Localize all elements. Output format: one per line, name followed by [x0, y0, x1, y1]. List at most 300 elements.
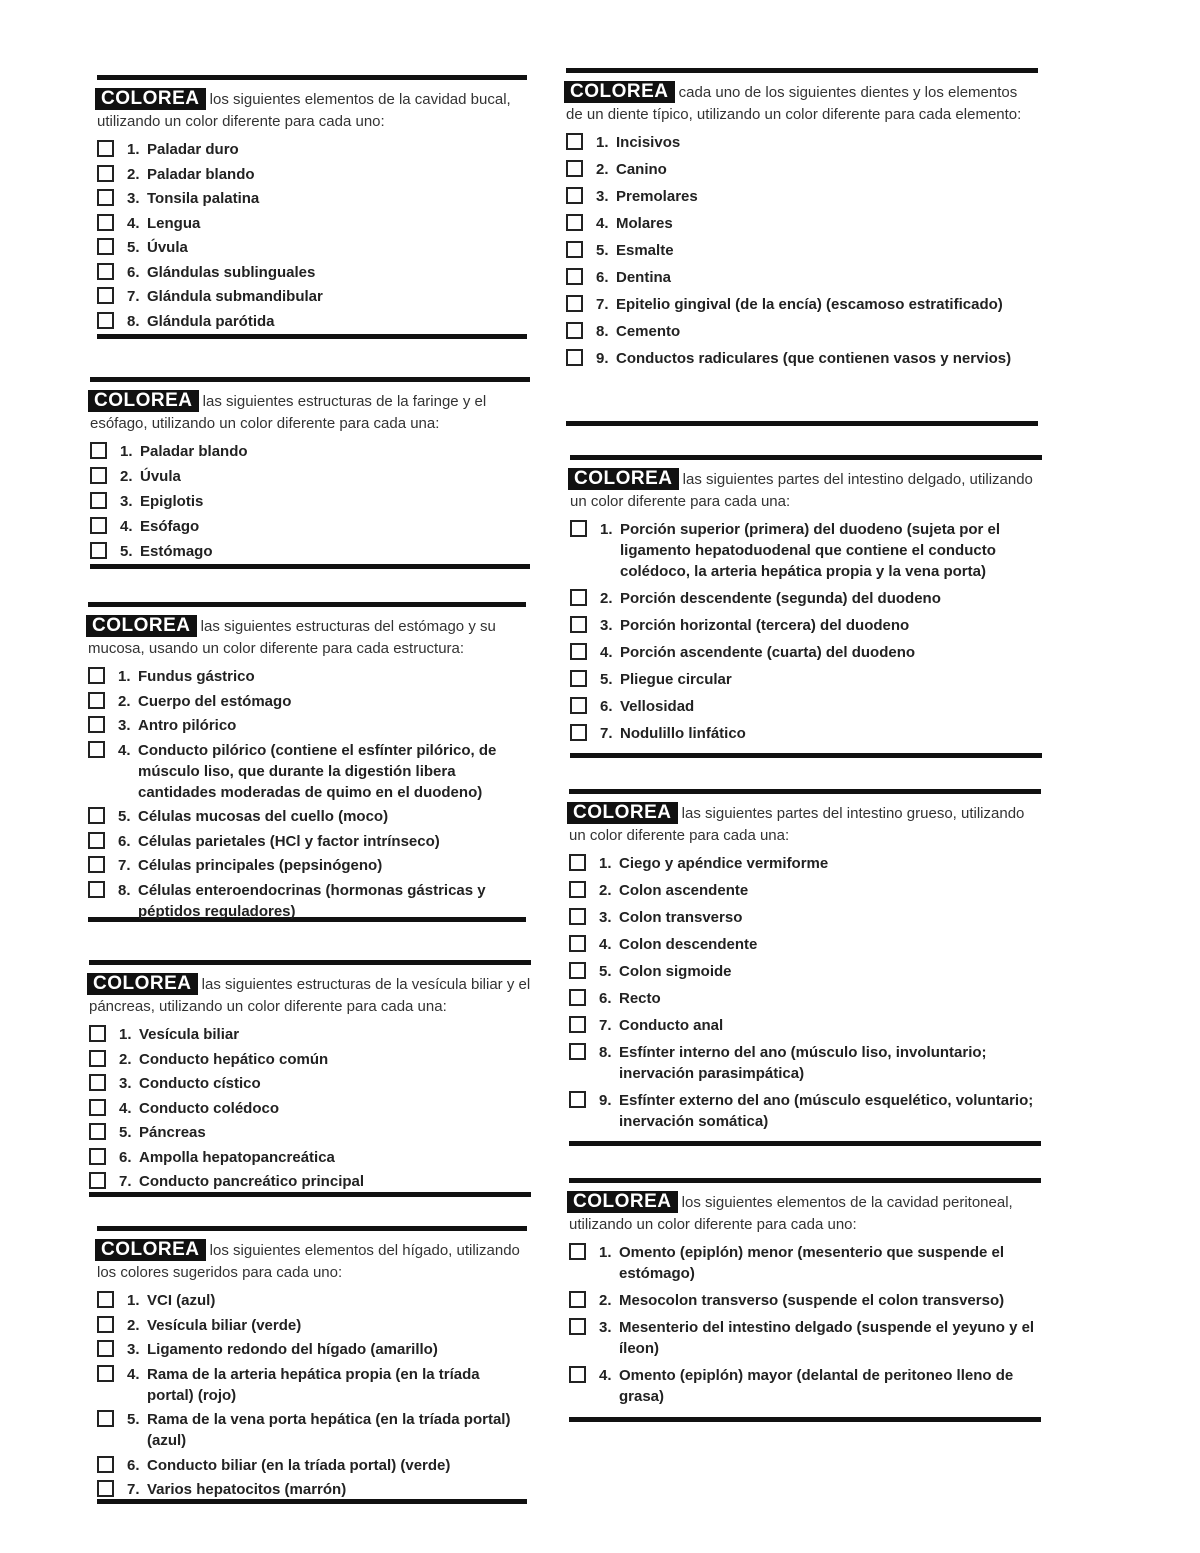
- checklist-item: [89, 1122, 531, 1143]
- item-label: Páncreas: [139, 1124, 206, 1141]
- checklist-item: [97, 1290, 527, 1311]
- item-number: 5.: [127, 239, 140, 256]
- item-number: 1.: [120, 443, 133, 460]
- checklist-item: [88, 806, 526, 827]
- item-content: [119, 1122, 531, 1143]
- item-label: Glándula submandibular: [147, 288, 323, 305]
- item-label: Vesícula biliar (verde): [147, 1316, 302, 1334]
- checkbox[interactable]: [569, 989, 586, 1006]
- item-content: [119, 1147, 531, 1168]
- instruction-text: los siguientes elementos de la cavidad bucal, utilizando un color diferente para cada uno:: [97, 91, 511, 130]
- item-number: 6.: [118, 832, 131, 850]
- checklist-item: [569, 853, 1041, 874]
- checklist-item: [97, 1455, 527, 1476]
- item-label: Ampolla hepatopancreática: [139, 1148, 335, 1166]
- item-number: 3.: [127, 190, 140, 207]
- checkbox[interactable]: [88, 807, 105, 824]
- item-content: [118, 691, 526, 712]
- item-content: [600, 588, 1042, 609]
- item-number: 6.: [600, 698, 613, 715]
- section-faringe-esofago: [90, 377, 530, 569]
- section-heading: [569, 802, 1041, 847]
- checkbox[interactable]: [97, 1365, 114, 1382]
- item-content: [118, 855, 526, 876]
- item-number: 1.: [600, 521, 613, 538]
- item-label: Conducto pilórico (contiene el esfínter pilórico, de músculo liso, que durante la digestión libera cantidades moderadas de quimo en el duodeno): [138, 741, 497, 801]
- item-label: Tonsila palatina: [147, 190, 260, 207]
- item-number: 5.: [119, 1124, 132, 1141]
- item-number: 5.: [600, 671, 613, 688]
- item-content: [599, 988, 1041, 1009]
- item-number: 6.: [127, 1456, 140, 1474]
- item-content: [599, 1015, 1041, 1036]
- item-content: [599, 853, 1041, 874]
- checkbox[interactable]: [570, 589, 587, 606]
- item-content: [127, 213, 527, 234]
- item-number: 7.: [127, 1481, 140, 1498]
- checklist-item: [569, 1242, 1041, 1284]
- colorea-label: COLOREA: [95, 1239, 206, 1261]
- checkbox[interactable]: [97, 238, 114, 255]
- checklist-item: [569, 1090, 1041, 1132]
- item-number: 4.: [599, 936, 612, 953]
- item-label: Fundus gástrico: [138, 668, 255, 685]
- item-number: 5.: [120, 543, 133, 560]
- item-number: 5.: [596, 242, 609, 259]
- item-content: [127, 1455, 527, 1476]
- section-heading: [89, 973, 531, 1018]
- checkbox[interactable]: [88, 692, 105, 709]
- checklist-item: [570, 723, 1042, 744]
- checklist: [569, 1242, 1041, 1407]
- section-heading: [97, 1239, 527, 1284]
- checklist-item: [90, 516, 530, 537]
- checklist-item: [566, 240, 1038, 261]
- instruction-text: las siguientes estructuras de la faringe y el esófago, utilizando un color diferente para cada una:: [90, 393, 487, 432]
- item-label: Mesenterio del intestino delgado (suspende el yeyuno y el íleon): [619, 1319, 1035, 1357]
- checklist-item: [97, 237, 527, 258]
- item-content: [119, 1049, 531, 1070]
- item-number: 2.: [119, 1050, 132, 1068]
- checkbox[interactable]: [569, 1318, 586, 1335]
- checklist: [90, 441, 530, 562]
- checklist: [570, 519, 1042, 744]
- item-number: 4.: [599, 1367, 612, 1384]
- checkbox[interactable]: [97, 312, 114, 329]
- checkbox[interactable]: [569, 1043, 586, 1060]
- item-label: Rama de la arteria hepática propia (en la tríada portal) (rojo): [147, 1365, 480, 1404]
- item-content: [599, 907, 1041, 928]
- section-heading: [88, 615, 526, 660]
- item-label: Cemento: [616, 323, 681, 340]
- colorea-label: COLOREA: [95, 88, 206, 110]
- checklist-item: [88, 880, 526, 922]
- checklist-item: [566, 321, 1038, 342]
- item-content: [596, 186, 1038, 207]
- item-content: [599, 1317, 1041, 1359]
- item-number: 3.: [119, 1075, 132, 1092]
- checkbox[interactable]: [569, 962, 586, 979]
- item-label: Paladar blando: [140, 443, 248, 460]
- checklist-item: [97, 139, 527, 160]
- checkbox[interactable]: [88, 741, 105, 758]
- item-number: 4.: [600, 644, 613, 661]
- checkbox[interactable]: [570, 643, 587, 660]
- item-label: Lengua: [147, 214, 201, 232]
- item-content: [600, 519, 1042, 582]
- checklist-item: [97, 164, 527, 185]
- item-label: Conducto anal: [619, 1017, 724, 1034]
- item-number: 7.: [118, 857, 131, 874]
- item-number: 7.: [119, 1173, 132, 1190]
- section-vesicula-pancreas: [89, 960, 531, 1197]
- item-label: Porción descendente (segunda) del duodeno: [620, 590, 941, 607]
- item-label: Glándula parótida: [147, 312, 275, 330]
- item-number: 7.: [600, 725, 613, 742]
- section-heading: [569, 1191, 1041, 1236]
- checklist-item: [97, 262, 527, 283]
- item-label: Vesícula biliar: [139, 1026, 240, 1043]
- colorea-label: COLOREA: [86, 615, 197, 637]
- item-content: [119, 1073, 531, 1094]
- item-label: Paladar blando: [147, 165, 255, 183]
- item-label: Úvula: [140, 468, 181, 485]
- item-label: Premolares: [616, 188, 698, 205]
- item-content: [127, 286, 527, 307]
- item-label: Conducto biliar (en la tríada portal) (verde): [147, 1456, 451, 1474]
- checkbox[interactable]: [569, 935, 586, 952]
- section-dientes: [566, 68, 1038, 426]
- item-content: [127, 188, 527, 209]
- item-label: Células enteroendocrinas (hormonas gástricas y péptidos reguladores): [138, 881, 486, 920]
- checkbox[interactable]: [90, 467, 107, 484]
- item-label: Conducto colédoco: [139, 1099, 279, 1117]
- item-content: [599, 1242, 1041, 1284]
- checkbox[interactable]: [88, 881, 105, 898]
- checklist-item: [97, 311, 527, 332]
- item-label: Incisivos: [616, 134, 681, 151]
- item-number: 8.: [127, 312, 140, 330]
- checklist-item: [90, 491, 530, 512]
- checklist-item: [569, 961, 1041, 982]
- item-number: 9.: [599, 1092, 612, 1109]
- item-label: Úvula: [147, 239, 188, 256]
- item-content: [127, 1364, 527, 1406]
- item-label: Paladar duro: [147, 141, 239, 158]
- checklist-item: [97, 1339, 527, 1360]
- item-content: [127, 1315, 527, 1336]
- item-number: 4.: [118, 741, 131, 759]
- checkbox[interactable]: [90, 517, 107, 534]
- item-number: 6.: [127, 263, 140, 281]
- checklist-item: [88, 666, 526, 687]
- checkbox[interactable]: [88, 832, 105, 849]
- section-intestino-delgado: [570, 455, 1042, 758]
- checklist-item: [97, 188, 527, 209]
- checkbox[interactable]: [89, 1172, 106, 1189]
- item-content: [127, 164, 527, 185]
- item-number: 2.: [599, 882, 612, 899]
- checkbox[interactable]: [570, 520, 587, 537]
- item-content: [600, 615, 1042, 636]
- item-number: 2.: [127, 1316, 140, 1334]
- item-label: Molares: [616, 215, 673, 232]
- item-label: Conducto cístico: [139, 1075, 261, 1092]
- checklist-item: [566, 213, 1038, 234]
- item-label: Esfínter interno del ano (músculo liso, involuntario; inervación parasimpática): [619, 1044, 987, 1082]
- item-content: [118, 831, 526, 852]
- item-label: Epiglotis: [140, 493, 204, 510]
- checkbox[interactable]: [569, 908, 586, 925]
- item-label: Epitelio gingival (de la encía) (escamoso estratificado): [616, 296, 1003, 313]
- checkbox[interactable]: [97, 214, 114, 231]
- item-label: Dentina: [616, 269, 672, 286]
- item-content: [127, 139, 527, 160]
- item-number: 7.: [127, 288, 140, 305]
- item-label: Células principales (pepsinógeno): [138, 857, 383, 874]
- item-label: Colon ascendente: [619, 882, 749, 899]
- item-content: [127, 1409, 527, 1451]
- checklist-item: [570, 615, 1042, 636]
- section-estomago: [88, 602, 526, 922]
- item-number: 3.: [600, 617, 613, 634]
- colorea-label: COLOREA: [567, 802, 678, 824]
- section-cavidad-peritoneal: [569, 1178, 1041, 1422]
- item-label: Porción horizontal (tercera) del duodeno: [620, 617, 910, 634]
- instruction-text: las siguientes partes del intestino delgado, utilizando un color diferente para cada una:: [570, 471, 1033, 510]
- checklist-item: [566, 132, 1038, 153]
- item-content: [599, 1090, 1041, 1132]
- item-content: [120, 516, 530, 537]
- item-number: 2.: [118, 692, 131, 710]
- checklist-item: [97, 286, 527, 307]
- item-content: [596, 267, 1038, 288]
- item-number: 2.: [600, 590, 613, 607]
- checklist-item: [89, 1049, 531, 1070]
- checkbox[interactable]: [566, 133, 583, 150]
- checklist-item: [569, 880, 1041, 901]
- instruction-text: las siguientes estructuras de la vesícula biliar y el páncreas, utilizando un color diferente para cada una:: [89, 976, 531, 1015]
- item-number: 7.: [599, 1017, 612, 1034]
- checkbox[interactable]: [97, 1291, 114, 1308]
- item-content: [127, 311, 527, 332]
- item-number: 1.: [599, 855, 612, 872]
- checklist-item: [89, 1073, 531, 1094]
- item-content: [596, 321, 1038, 342]
- colorea-label: COLOREA: [87, 973, 198, 995]
- checklist-item: [570, 669, 1042, 690]
- checklist-item: [566, 267, 1038, 288]
- item-label: Colon sigmoide: [619, 963, 732, 980]
- checklist: [88, 666, 526, 922]
- item-number: 7.: [596, 296, 609, 313]
- item-label: Células parietales (HCl y factor intrínseco): [138, 832, 440, 850]
- item-content: [118, 806, 526, 827]
- item-number: 2.: [120, 468, 133, 485]
- item-content: [599, 1042, 1041, 1084]
- item-label: Esfínter externo del ano (músculo esquelético, voluntario; inervación somática): [619, 1092, 1034, 1130]
- item-number: 4.: [127, 1365, 140, 1383]
- section-cavidad-bucal: [97, 75, 527, 339]
- checkbox[interactable]: [566, 160, 583, 177]
- checkbox[interactable]: [90, 442, 107, 459]
- instruction-text: las siguientes partes del intestino grueso, utilizando un color diferente para cada una:: [569, 805, 1025, 844]
- checklist-item: [569, 1042, 1041, 1084]
- item-content: [119, 1098, 531, 1119]
- checklist: [566, 132, 1038, 369]
- item-number: 1.: [596, 134, 609, 151]
- item-number: 3.: [596, 188, 609, 205]
- checkbox[interactable]: [90, 542, 107, 559]
- checkbox[interactable]: [97, 1410, 114, 1427]
- checkbox[interactable]: [97, 189, 114, 206]
- item-content: [596, 240, 1038, 261]
- item-content: [596, 213, 1038, 234]
- checkbox[interactable]: [569, 1016, 586, 1033]
- checkbox[interactable]: [89, 1074, 106, 1091]
- section-heading: [97, 88, 527, 133]
- item-content: [599, 1290, 1041, 1311]
- checkbox[interactable]: [566, 295, 583, 312]
- checklist-item: [88, 691, 526, 712]
- item-number: 8.: [599, 1044, 612, 1061]
- checkbox[interactable]: [89, 1025, 106, 1042]
- checklist-item: [569, 1290, 1041, 1311]
- item-content: [119, 1171, 531, 1192]
- checkbox[interactable]: [89, 1148, 106, 1165]
- item-label: VCI (azul): [147, 1292, 216, 1309]
- checkbox[interactable]: [88, 856, 105, 873]
- item-content: [596, 348, 1038, 369]
- item-content: [120, 441, 530, 462]
- checkbox[interactable]: [569, 1366, 586, 1383]
- item-label: Estómago: [140, 543, 213, 560]
- checkbox[interactable]: [89, 1123, 106, 1140]
- item-label: Conducto pancreático principal: [139, 1173, 365, 1190]
- checklist-item: [566, 159, 1038, 180]
- item-label: Vellosidad: [620, 698, 695, 715]
- checkbox[interactable]: [97, 165, 114, 182]
- colorea-label: COLOREA: [564, 81, 675, 103]
- item-number: 2.: [596, 161, 609, 178]
- item-label: Glándulas sublinguales: [147, 263, 316, 281]
- checklist-item: [88, 740, 526, 803]
- checkbox[interactable]: [569, 854, 586, 871]
- checkbox[interactable]: [97, 1456, 114, 1473]
- checkbox[interactable]: [569, 1091, 586, 1108]
- checkbox[interactable]: [570, 670, 587, 687]
- checkbox[interactable]: [97, 287, 114, 304]
- item-number: 5.: [127, 1411, 140, 1428]
- checklist-item: [88, 855, 526, 876]
- instruction-text: cada uno de los siguientes dientes y los elementos de un diente típico, utilizando un color diferente para cada elemento:: [566, 84, 1022, 123]
- instruction-text: los siguientes elementos del hígado, utilizando los colores sugeridos para cada uno:: [97, 1242, 520, 1281]
- checkbox[interactable]: [88, 716, 105, 733]
- checkbox[interactable]: [97, 1316, 114, 1333]
- item-content: [600, 696, 1042, 717]
- section-intestino-grueso: [569, 789, 1041, 1146]
- checkbox[interactable]: [566, 241, 583, 258]
- checkbox[interactable]: [566, 268, 583, 285]
- item-content: [596, 132, 1038, 153]
- checklist-item: [89, 1171, 531, 1192]
- item-content: [127, 262, 527, 283]
- checklist-item: [570, 696, 1042, 717]
- item-content: [599, 934, 1041, 955]
- checkbox[interactable]: [566, 349, 583, 366]
- item-content: [600, 723, 1042, 744]
- checkbox[interactable]: [88, 667, 105, 684]
- checklist-item: [570, 588, 1042, 609]
- checkbox[interactable]: [97, 140, 114, 157]
- checklist-item: [569, 988, 1041, 1009]
- checkbox[interactable]: [570, 724, 587, 741]
- item-label: Porción superior (primera) del duodeno (sujeta por el ligamento hepatoduodenal que contiene el conducto colédoco, la arteria hepática propia y la vena porta): [620, 521, 1001, 580]
- item-content: [599, 1365, 1041, 1407]
- item-label: Células mucosas del cuello (moco): [138, 808, 389, 825]
- checklist-item: [90, 466, 530, 487]
- item-content: [119, 1024, 531, 1045]
- checklist-item: [90, 441, 530, 462]
- checklist-item: [89, 1024, 531, 1045]
- checklist-item: [88, 715, 526, 736]
- checkbox[interactable]: [89, 1099, 106, 1116]
- item-content: [120, 466, 530, 487]
- checkbox[interactable]: [569, 881, 586, 898]
- item-number: 1.: [127, 141, 140, 158]
- checklist-item: [566, 186, 1038, 207]
- checkbox[interactable]: [97, 263, 114, 280]
- item-content: [120, 541, 530, 562]
- item-label: Canino: [616, 161, 667, 178]
- item-number: 1.: [127, 1292, 140, 1309]
- item-label: Mesocolon transverso (suspende el colon transverso): [619, 1292, 1005, 1309]
- checklist-item: [97, 1409, 527, 1451]
- checkbox[interactable]: [566, 187, 583, 204]
- item-number: 4.: [596, 215, 609, 232]
- colorea-label: COLOREA: [567, 1191, 678, 1213]
- item-number: 2.: [599, 1292, 612, 1309]
- checkbox[interactable]: [89, 1050, 106, 1067]
- item-number: 3.: [120, 493, 133, 510]
- item-label: Ligamento redondo del hígado (amarillo): [147, 1341, 438, 1358]
- item-number: 6.: [596, 269, 609, 286]
- checklist-item: [97, 1364, 527, 1406]
- item-content: [596, 159, 1038, 180]
- checkbox[interactable]: [570, 616, 587, 633]
- item-content: [127, 1339, 527, 1360]
- item-label: Colon descendente: [619, 936, 758, 953]
- checkbox[interactable]: [97, 1480, 114, 1497]
- checkbox[interactable]: [569, 1243, 586, 1260]
- item-content: [118, 666, 526, 687]
- item-label: Omento (epiplón) mayor (delantal de peritoneo lleno de grasa): [619, 1367, 1014, 1405]
- checkbox[interactable]: [570, 697, 587, 714]
- checkbox[interactable]: [566, 322, 583, 339]
- item-number: 3.: [599, 1319, 612, 1336]
- section-heading: [566, 81, 1038, 126]
- item-label: Varios hepatocitos (marrón): [147, 1481, 347, 1498]
- item-label: Rama de la vena porta hepática (en la tríada portal) (azul): [147, 1411, 511, 1449]
- item-number: 4.: [127, 214, 140, 232]
- item-content: [599, 880, 1041, 901]
- checkbox[interactable]: [569, 1291, 586, 1308]
- instruction-text: las siguientes estructuras del estómago y su mucosa, usando un color diferente para cada estructura:: [88, 618, 496, 657]
- checklist: [89, 1024, 531, 1192]
- checkbox[interactable]: [90, 492, 107, 509]
- checkbox[interactable]: [566, 214, 583, 231]
- checkbox[interactable]: [97, 1340, 114, 1357]
